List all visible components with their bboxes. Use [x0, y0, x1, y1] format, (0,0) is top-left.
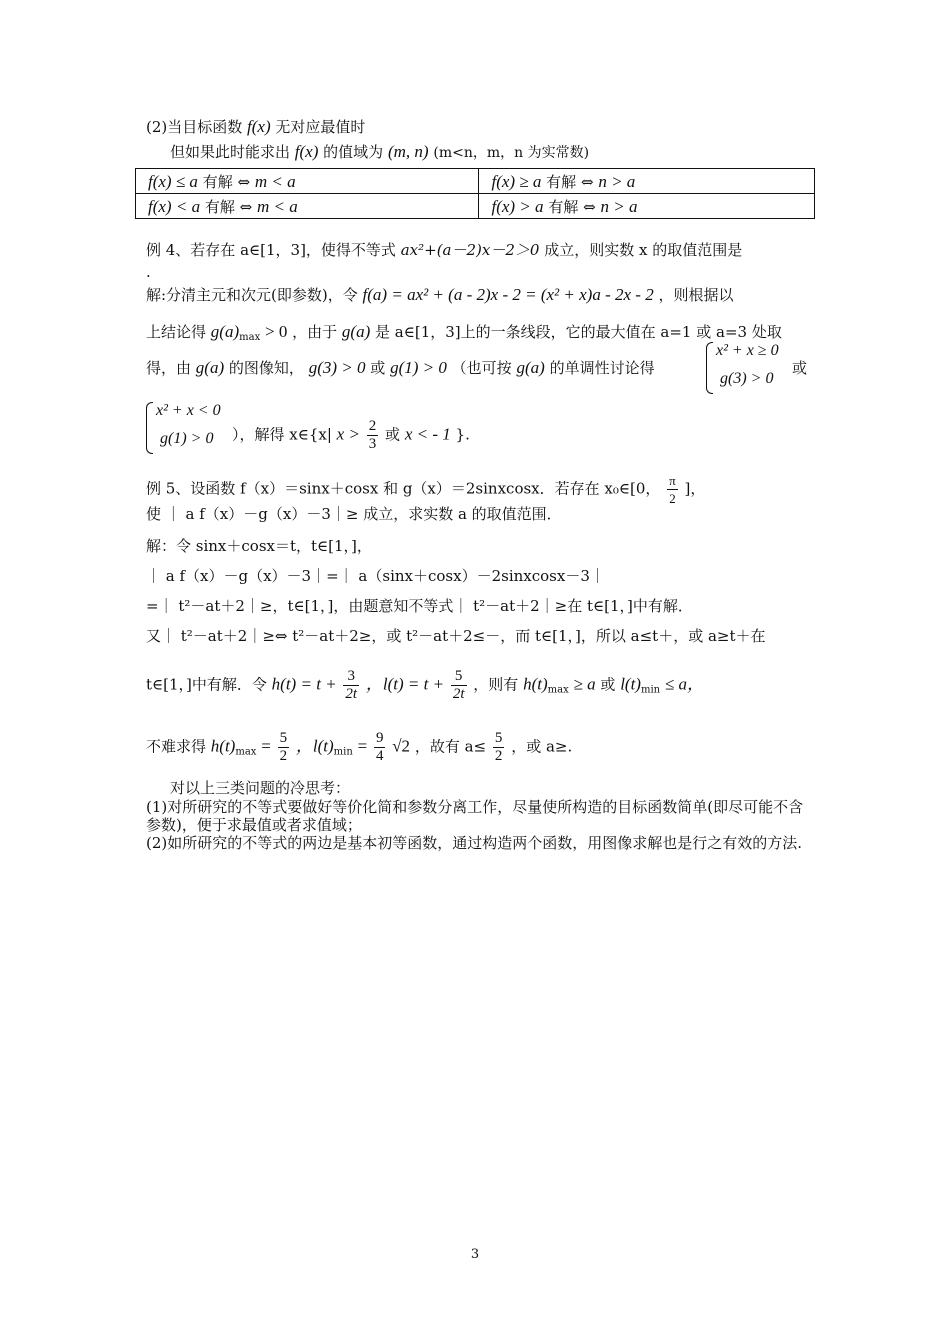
- fraction: $\frac{5}{2}$: [494, 730, 503, 764]
- example-4-blank-dot: .: [146, 263, 151, 281]
- fraction: $\frac{5}{2t}$: [452, 668, 465, 702]
- example-5-statement-line2: 使 ｜ a f（x）－g（x）－3｜≥ 成立，求实数 a 的取值范围．: [146, 505, 562, 523]
- system-of-inequalities-2: x² + x < 0 g(1) > 0: [146, 402, 232, 454]
- system-of-inequalities-1: x² + x ≥ 0 g(3) > 0: [706, 342, 792, 394]
- brace-icon: [706, 342, 713, 394]
- example-4-answer: ），解得 x∈{x| x > $\frac{2}{3}$ 或 x < - 1 }.: [232, 418, 470, 452]
- example-4-solution-line1: 解:分清主元和次元(即参数)，令 f(a) = ax² + (a - 2)x - 2 = (x² + x)a - 2x - 2 ，则根据以: [146, 285, 734, 304]
- example-5-solution-line2: ｜ a f（x）－g（x）－3｜=｜ a（sinx＋cosx）－2sinxcosx－3｜: [146, 567, 605, 585]
- example-4-solution-line2: 上结论得 $g(a)_{max} > 0$ ，由于 g(a) 是 a∈[1，3]上的一条线段，它的最大值在 a=1 或 a=3 处取: [146, 322, 782, 343]
- summary-point-1: (1)对所研究的不等式要做好等价化简和参数分离工作，尽量使所构造的目标函数简单(即尽可能不含参数)，便于求最值或者求值域；: [146, 798, 804, 834]
- fraction: $\frac{3}{2t}$: [345, 668, 358, 702]
- fraction: $\frac{\pi}{2}$: [669, 473, 676, 506]
- example-5-statement: 例 5、设函数 f（x）＝sinx＋cosx 和 g（x）＝2sinxcosx．若存在 x₀∈[0， $\frac{\pi}{2}$ ]，: [146, 473, 706, 506]
- table-cell: f(x) ≥ a 有解 ⇔ n > a: [479, 169, 815, 194]
- example-5-solution-line5: t∈[1，]中有解．令 h(t) = t + $\frac{3}{2t}$ ，l(t) = t + $\frac{5}{2t}$ ，则有 $h(t)_{max} \ge a$ 或 $l(t)_{min} \le a$，: [146, 668, 704, 702]
- condition-table: [135, 168, 815, 219]
- table-cell: f(x) > a 有解 ⇔ n > a: [479, 194, 815, 219]
- table-cell: f(x) ≤ a 有解 ⇔ m < a: [136, 169, 479, 194]
- example-5-solution-line6: 不难求得 $h(t)_{max}$ = $\frac{5}{2}$ ，$l(t)_{min}$ = $\frac{9}{4}$ √2 ，故有 a≤ $\frac{5}{2}$ ，或 a≥.: [146, 730, 573, 764]
- fraction: $\frac{2}{3}$: [368, 418, 377, 452]
- summary-title: 对以上三类问题的冷思考：: [170, 779, 351, 797]
- summary-point-2: (2)如所研究的不等式的两边是基本初等函数，通过构造两个函数，用图像求解也是行之有效的方法.: [146, 834, 803, 852]
- table-cell: f(x) < a 有解 ⇔ m < a: [136, 194, 479, 219]
- section-heading: (2)当目标函数 f(x) 无对应最值时: [146, 117, 366, 136]
- range-sentence: 但如果此时能求出 f(x) 的值域为 (m, n) (m<n，m，n 为实常数): [170, 142, 590, 161]
- example-5-solution-line1: 解：令 sinx＋cosx＝t，t∈[1，]，: [146, 537, 372, 555]
- table-row: [136, 194, 815, 219]
- or-word: 或: [792, 359, 808, 377]
- example-4-solution-line3: 得，由 g(a) 的图像知， g(3) > 0 或 g(1) > 0 （也可按 g(a) 的单调性讨论得: [146, 358, 655, 377]
- table-row: [136, 169, 815, 194]
- fraction: $\frac{9}{4}$: [375, 730, 384, 764]
- page-number: 3: [470, 1247, 480, 1262]
- example-5-solution-line4: 又｜ t²－at＋2｜≥⇔ t²－at＋2≥，或 t²－at＋2≤－，而 t∈[1，]，所以 a≤t＋，或 a≥t＋在: [146, 627, 766, 645]
- example-5-solution-line3: =｜ t²－at＋2｜≥，t∈[1，]，由题意知不等式｜ t²－at＋2｜≥在 t∈[1，]中有解．: [146, 597, 693, 615]
- example-4-statement: 例 4、若存在 a∈[1，3]，使得不等式 ax²+(a－2)x－2＞0 成立，则实数 x 的取值范围是: [146, 241, 743, 259]
- brace-icon: [146, 402, 153, 454]
- fraction: $\frac{5}{2}$: [279, 730, 288, 764]
